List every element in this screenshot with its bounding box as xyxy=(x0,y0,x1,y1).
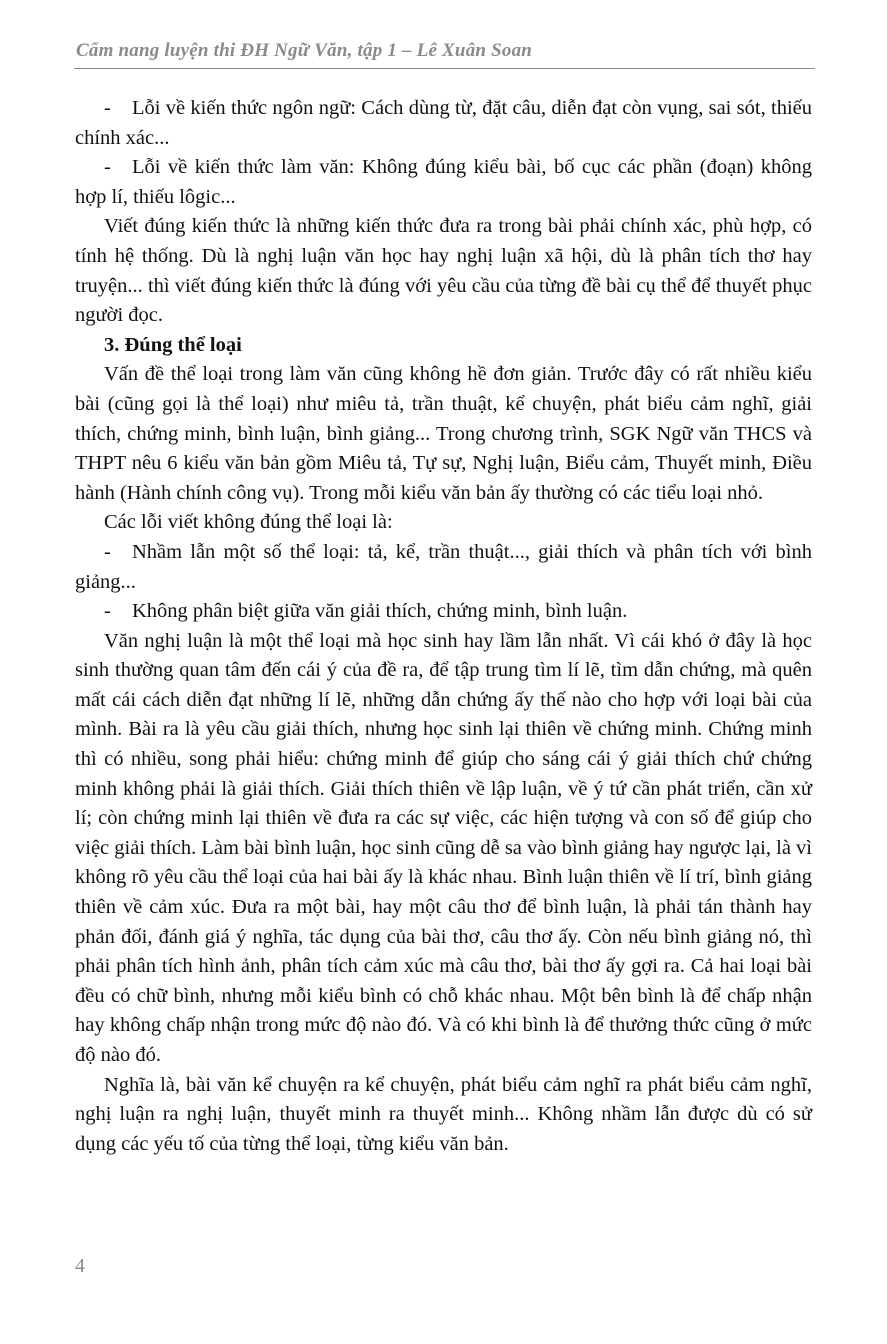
paragraph: Nghĩa là, bài văn kể chuyện ra kể chuyện, phát biểu cảm nghĩ ra phát biểu cảm nghĩ, nghị luận ra nghị luận, thuyết minh ra thuyết minh... Không nhầm lẫn được dù có sử dụng các yếu tố của từng thể loại, từng kiểu văn bản. xyxy=(75,1073,812,1155)
page-content xyxy=(75,94,812,1159)
bullet-item xyxy=(75,597,812,627)
bullet-text: Lỗi về kiến thức làm văn: Không đúng kiểu bài, bố cục các phần (đoạn) không hợp lí, thiếu lôgic... xyxy=(75,156,812,208)
section-heading: 3. Đúng thể loại xyxy=(104,333,242,356)
bullet-dash: - xyxy=(104,600,111,623)
page-number: 4 xyxy=(75,1255,85,1277)
paragraph: Viết đúng kiến thức là những kiến thức đưa ra trong bài phải chính xác, phù hợp, có tính hệ thống. Dù là nghị luận văn học hay nghị luận xã hội, dù là phân tích thơ hay truyện... thì viết đúng kiến thức là đúng với yêu cầu của từng đề bài cụ thể để thuyết phục người đọc. xyxy=(75,215,812,327)
bullet-item xyxy=(75,538,812,597)
bullet-text: Không phân biệt giữa văn giải thích, chứng minh, bình luận. xyxy=(132,600,628,623)
bullet-text: Lỗi về kiến thức ngôn ngữ: Cách dùng từ, đặt câu, diễn đạt còn vụng, sai sót, thiếu chính xác... xyxy=(75,97,812,149)
bullet-dash: - xyxy=(104,156,111,179)
paragraph: Văn nghị luận là một thể loại mà học sinh hay lầm lẫn nhất. Vì cái khó ở đây là học sinh thường quan tâm đến cái ý của đề ra, để tập trung tìm lí lẽ, tìm dẫn chứng, mà quên mất cái cách diễn đạt những lí lẽ, những dẫn chứng ấy thế nào cho hợp với loại bài của mình. Bài ra là yêu cầu giải thích, nhưng học sinh lại thiên về chứng minh. Chứng minh thì có nhiều, song phải hiểu: chứng minh để giúp cho sáng cái ý giải thích chứ chứng minh không phải là giải thích. Giải thích thiên về lập luận, về ý tứ cần phát triển, cần xử lí; còn chứng minh lại thiên về đưa ra các sự việc, các hiện tượng và con số để giúp cho việc giải thích. Làm bài bình luận, học sinh cũng dễ sa vào bình giảng hay ngược lại, là vì không rõ yêu cầu thể loại của hai bài ấy là khác nhau. Bình luận thiên về lí trí, bình giảng thiên về cảm xúc. Đưa ra một bài, hay một câu thơ để bình luận, là phải tán thành hay phản đối, đánh giá ý nghĩa, tác dụng của bài thơ, câu thơ ấy. Còn nếu bình giảng nó, thì phải phân tích hình ảnh, phân tích cảm xúc mà câu thơ, bài thơ ấy gợi ra. Cả hai loại bài đều có chữ bình, nhưng mỗi kiểu bình có chỗ khác nhau. Một bên bình là để chấp nhận hay không chấp nhận trong mức độ nào đó. Và có khi bình là để thưởng thức cũng ở mức độ nào đó. xyxy=(75,629,812,1066)
running-header: Cẩm nang luyện thi ĐH Ngữ Văn, tập 1 – Lê Xuân Soan xyxy=(76,40,533,61)
bullet-text: Nhầm lẫn một số thể loại: tả, kể, trần thuật..., giải thích và phân tích với bình giảng... xyxy=(75,540,812,593)
bullet-item xyxy=(75,94,812,153)
header-rule xyxy=(74,68,815,69)
bullet-dash: - xyxy=(104,540,111,563)
paragraph: Các lỗi viết không đúng thể loại là: xyxy=(104,511,393,534)
bullet-dash: - xyxy=(104,97,111,119)
bullet-item xyxy=(75,153,812,212)
paragraph: Vấn đề thể loại trong làm văn cũng không hề đơn giản. Trước đây có rất nhiều kiểu bài (cũng gọi là thể loại) như miêu tả, trần thuật, kể chuyện, phát biểu cảm nghĩ, giải thích, chứng minh, bình luận, bình giảng... Trong chương trình, SGK Ngữ văn THCS và THPT nêu 6 kiểu văn bản gồm Miêu tả, Tự sự, Nghị luận, Biểu cảm, Thuyết minh, Điều hành (Hành chính công vụ). Trong mỗi kiểu văn bản ấy thường có các tiểu loại nhỏ. xyxy=(75,363,812,504)
